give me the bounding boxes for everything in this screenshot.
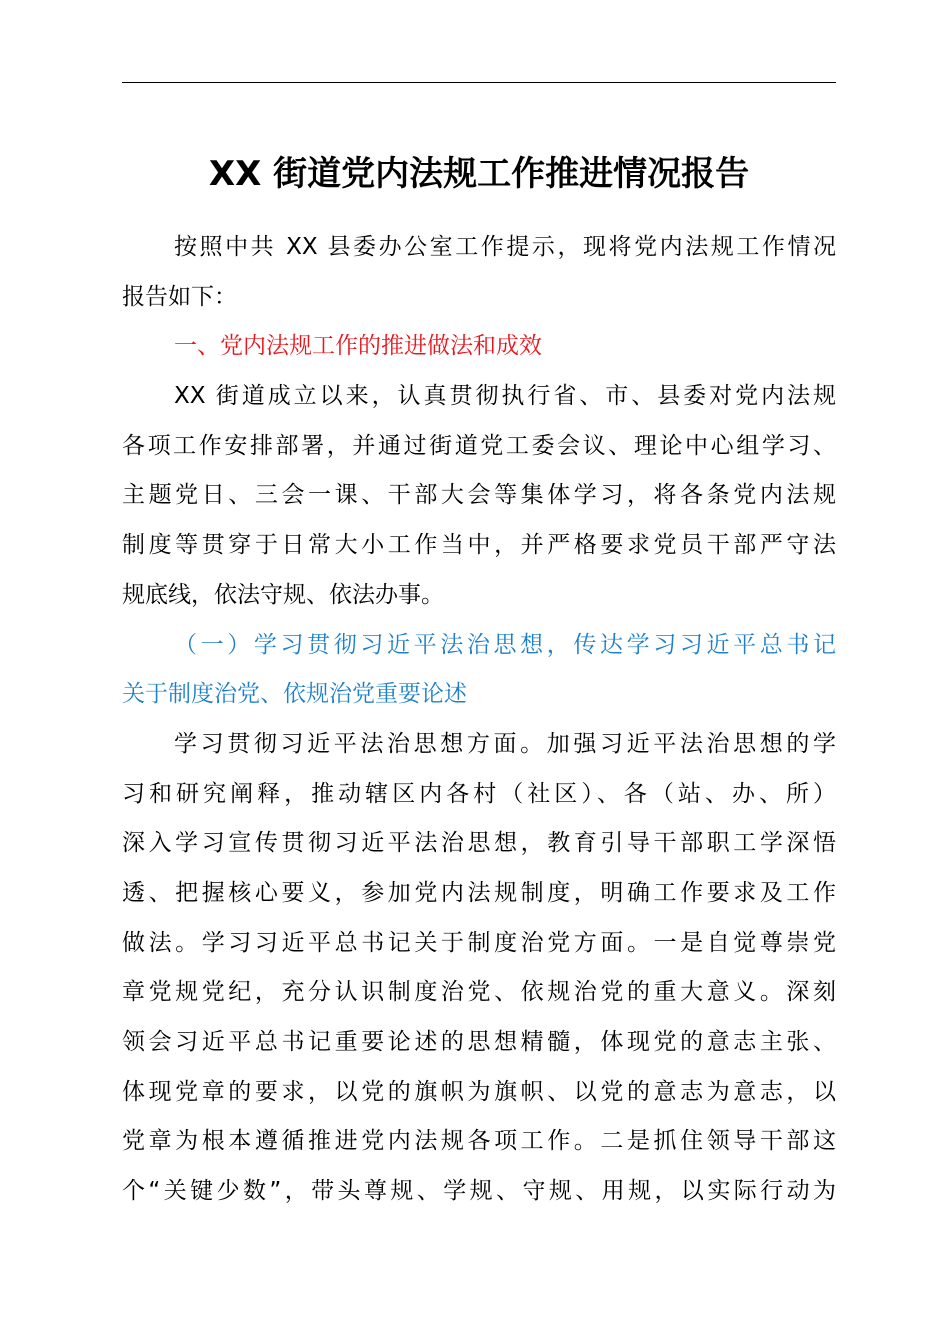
subsection-heading: 关于制度治党、依规治党重要论述 bbox=[122, 681, 467, 708]
paragraph-line: 规底线，依法守规、依法办事。 bbox=[122, 581, 444, 608]
paragraph-line: 透、把握核心要义，参加党内法规制度，明确工作要求及工作 bbox=[122, 879, 836, 906]
paragraph-line: 体现党章的要求，以党的旗帜为旗帜、以党的意志为意志，以 bbox=[122, 1078, 836, 1105]
paragraph-line: 制度等贯穿于日常大小工作当中，并严格要求党员干部严守法 bbox=[122, 532, 836, 559]
paragraph-line: 报告如下： bbox=[122, 283, 237, 310]
paragraph-line: 主题党日、三会一课、干部大会等集体学习，将各条党内法规 bbox=[122, 482, 836, 509]
paragraph-line: 党章为根本遵循推进党内法规各项工作。二是抓住领导干部这 bbox=[122, 1128, 836, 1155]
paragraph-line: 章党规党纪，充分认识制度治党、依规治党的重大意义。深刻 bbox=[122, 979, 836, 1006]
paragraph-line: 学习贯彻习近平法治思想方面。加强习近平法治思想的学 bbox=[174, 730, 836, 757]
paragraph-line: 习和研究阐释，推动辖区内各村（社区）、各（站、办、所） bbox=[122, 780, 836, 807]
paragraph-line: 做法。学习习近平总书记关于制度治党方面。一是自觉尊崇党 bbox=[122, 929, 836, 956]
header-rule bbox=[122, 82, 836, 83]
paragraph-line: 深入学习宣传贯彻习近平法治思想，教育引导干部职工学深悟 bbox=[122, 830, 836, 857]
paragraph-line: 领会习近平总书记重要论述的思想精髓，体现党的意志主张、 bbox=[122, 1029, 836, 1055]
paragraph-line: XX 街道成立以来，认真贯彻执行省、市、县委对党内法规 bbox=[174, 383, 836, 410]
document-body bbox=[122, 223, 836, 1217]
section-heading: 一、党内法规工作的推进做法和成效 bbox=[174, 333, 542, 360]
subsection-heading: （一）学习贯彻习近平法治思想，传达学习习近平总书记 bbox=[174, 631, 836, 658]
paragraph-line: 按照中共 XX 县委办公室工作提示，现将党内法规工作情况 bbox=[174, 234, 836, 260]
document-title: XX 街道党内法规工作推进情况报告 bbox=[208, 154, 750, 194]
paragraph-line: 个“关键少数”，带头尊规、学规、守规、用规，以实际行动为 bbox=[122, 1178, 836, 1205]
paragraph-line: 各项工作安排部署，并通过街道党工委会议、理论中心组学习、 bbox=[122, 432, 836, 459]
